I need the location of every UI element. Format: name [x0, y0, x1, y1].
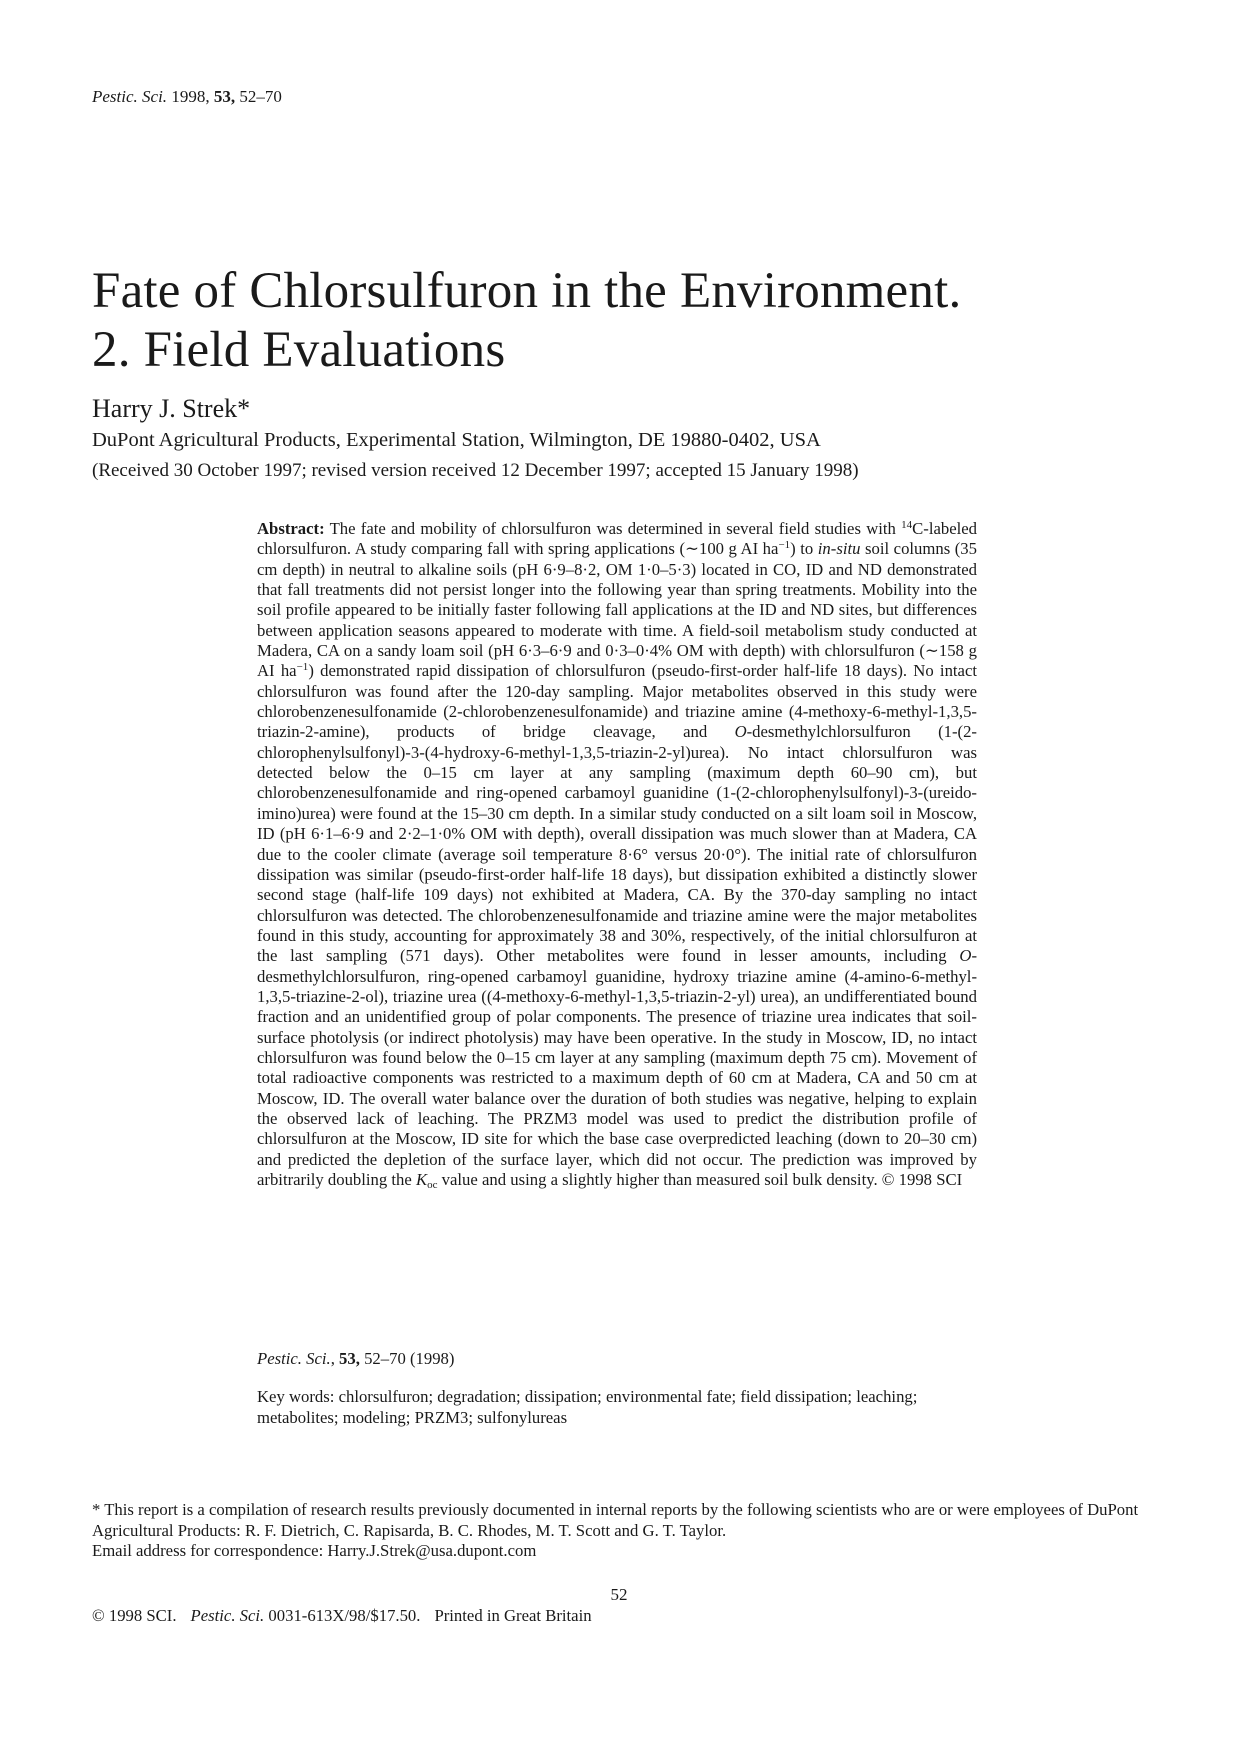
abstract-text-4: soil columns (35 cm depth) in neutral to alkaline soils (pH 6·9–8·2, OM 1·0–5·3) located in CO, ID and ND demonstrated that fall treatments did not persist longer into the following year than spring treatments. Mobility into the soil profile appeared to be initially faster following fall applications at the ID and ND sites, but differences between application seasons appeared to moderate with time. A field-soil metabolism study conducted at Madera, CA on a sandy loam soil (pH 6·3–6·9 and 0·3–0·4% OM with depth) with chlorsulfuron (∼158 g AI ha: [257, 539, 977, 681]
abstract-text-6: -desmethylchlorsulfuron (1-(2-chlorophenylsulfonyl)-3-(4-hydroxy-6-methyl-1,3,5-triazin-2-yl)urea). No intact chlorsulfuron was detected below the 0–15 cm layer at any sampling (maximum depth 60–90 cm), but chlorobenzenesulfonamide and ring-opened carbamoyl guanidine (1-(2-chlorophenylsulfonyl)-3-(ureido-imino)urea) were found at the 15–30 cm depth. In a similar study conducted on a silt loam soil in Moscow, ID (pH 6·1–6·9 and 2·2–1·0% OM with depth), overall dissipation was much slower than at Madera, CA due to the cooler climate (average soil temperature 8·6° versus 20·0°). The initial rate of chlorsulfuron dissipation was similar (pseudo-first-order half-life 18 days), but dissipation exhibited a distinctly slower second stage (half-life 109 days) not exhibited at Madera, CA. By the 370-day sampling no intact chlorsulfuron was detected. The chlorobenzenesulfonamide and triazine amine were the major metabolites found in this study, accounting for approximately 38 and 30%, respectively, of the initial chlorsulfuron at the last sampling (571 days). Other metabolites were found in lesser amounts, including: [257, 722, 977, 966]
received-dates: (Received 30 October 1997; revised version received 12 December 1997; accepted 15 January 1998): [92, 460, 859, 481]
copyright-line: [92, 1605, 592, 1627]
article-citation: Pestic. Sci., 53, 52–70 (1998): [257, 1349, 455, 1368]
running-head: [92, 86, 282, 108]
abstract-text-2: C-labeled chlorsulfuron. A study comparing fall with spring applications (∼100 g AI ha: [257, 519, 977, 559]
article-title: [92, 262, 1152, 380]
o-prefix-1: O: [734, 722, 747, 742]
page-number: 52: [610, 1585, 628, 1604]
copyright-journal: Pestic. Sci.: [190, 1606, 265, 1625]
citation-volume: 53,: [339, 1349, 360, 1368]
unit-exponent-2: −1: [296, 661, 309, 674]
correspondence-email: Email address for correspondence: Harry.J.Strek@usa.dupont.com: [92, 1541, 537, 1560]
title-line-1: Fate of Chlorsulfuron in the Environment.: [92, 263, 962, 319]
abstract-text-7: -desmethylchlorsulfuron, ring-opened carbamoyl guanidine, hydroxy triazine amine (4-amino-6-methyl-1,3,5-triazine-2-ol), triazine urea ((4-methoxy-6-methyl-1,3,5-triazin-2-yl) urea), an undifferentiated bound fraction and an unidentified group of polar components. The presence of triazine urea indicates that soil-surface photolysis (or indirect photolysis) may have been operative. In the study in Moscow, ID, no intact chlorsulfuron was found below the 0–15 cm layer at any sampling (maximum depth 75 cm). Movement of total radioactive components was restricted to a maximum depth of 60 cm at Madera, CA and 50 cm at Moscow, ID. The overall water balance over the duration of both studies was negative, helping to explain the observed lack of leaching. The PRZM3 model was used to predict the distribution profile of chlorsulfuron at the Moscow, ID site for which the base case overpredicted leaching (down to 20–30 cm) and predicted the depletion of the surface layer, which did not occur. The prediction was improved by arbitrarily doubling the: [257, 946, 977, 1189]
unit-exponent-1: −1: [778, 539, 791, 552]
footnote: [92, 1500, 1152, 1562]
issn-price: 0031-613X/98/$17.50.: [268, 1606, 421, 1625]
abstract-text-8: value and using a slightly higher than measured soil bulk density. © 1998 SCI: [437, 1170, 963, 1189]
abstract-label: Abstract:: [257, 519, 325, 538]
koc-subscript: oc: [427, 1179, 438, 1191]
printed-in: Printed in Great Britain: [434, 1606, 592, 1625]
abstract-text-5: ) demonstrated rapid dissipation of chlorsulfuron (pseudo-first-order half-life 18 days). No intact chlorsulfuron was found after the 120-day sampling. Major metabolites observed in this study were chlorobenzenesulfonamide (2-chlorobenzenesulfonamide) and triazine amine (4-methoxy-6-methyl-1,3,5-triazin-2-amine), products of bridge cleavage, and: [257, 661, 977, 742]
journal-pages: 52–70: [239, 87, 282, 106]
journal-year: 1998,: [171, 87, 210, 106]
author-affiliation: DuPont Agricultural Products, Experimental Station, Wilmington, DE 19880-0402, USA: [92, 429, 821, 451]
keywords: Key words: chlorsulfuron; degradation; dissipation; environmental fate; field dissipation; leaching; metabolites; modeling; PRZM3; sulfonylureas: [257, 1387, 918, 1427]
footnote-text: * This report is a compilation of research results previously documented in internal reports by the following scientists who are or were employees of DuPont Agricultural Products: R. F. Dietrich, C. Rapisarda, B. C. Rhodes, M. T. Scott and G. T. Taylor.: [92, 1500, 1139, 1540]
citation-pages: 52–70 (1998): [364, 1349, 455, 1368]
abstract-text-1: The fate and mobility of chlorsulfuron was determined in several field studies with: [324, 519, 902, 538]
o-prefix-2: O: [959, 946, 972, 966]
journal-name: Pestic. Sci.: [92, 87, 168, 106]
author-name: Harry J. Strek*: [92, 394, 251, 423]
isotope-superscript: 14: [901, 519, 913, 531]
journal-volume: 53,: [213, 87, 236, 106]
citation-journal: Pestic. Sci.: [257, 1349, 331, 1368]
copyright-sci: © 1998 SCI.: [92, 1606, 177, 1625]
in-situ-term: in-situ: [817, 539, 861, 559]
title-line-2: 2. Field Evaluations: [92, 322, 506, 378]
abstract: [257, 519, 977, 1190]
koc-symbol: K: [415, 1170, 428, 1189]
abstract-text-3: ) to: [790, 539, 818, 559]
